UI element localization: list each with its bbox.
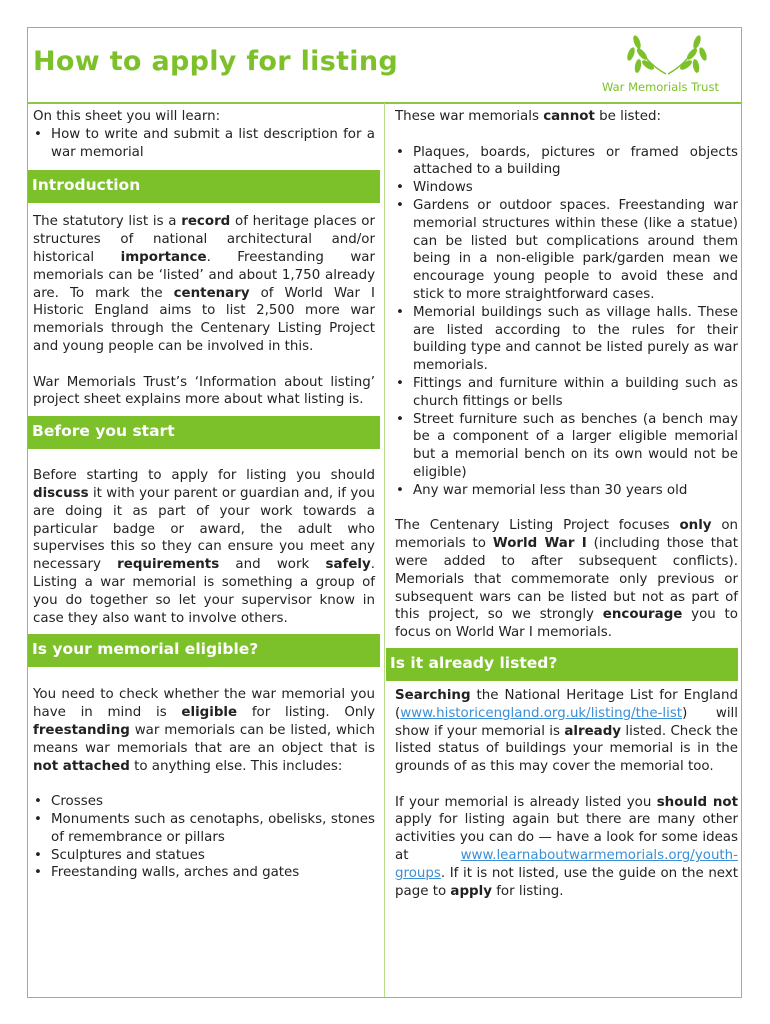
- list-item: • Memorial buildings such as village halls. These are listed according to the rules for their building type and cannot be listed purely as war memorials.: [395, 304, 738, 375]
- centenary-paragraph: The Centenary Listing Project focuses only on memorials to World War I (including those that were added to after subsequent conflicts). Memorials that commemorate only previous or subsequent wars can be listed but not as part of this project, so we strongly encourage you to focus on World War I memorials.: [395, 518, 739, 641]
- list-item: • How to write and submit a list description for a war memorial: [33, 126, 375, 162]
- right-column: [390, 108, 739, 900]
- intro-paragraph-1: The statutory list is a record of heritage places or structures of national architectural and/or historical importance. Freestanding war memorials can be ‘listed’ and about 1,750 already are. To mark the centenary of World War I Historic England aims to list 2,500 more war memorials through the Centenary Listing Project and young people can be involved in this.: [33, 214, 375, 354]
- search-paragraph: Searching the National Heritage List for England (www.historicengland.org.uk/listing/the-list) will show if your memorial is already listed. Check the listed status of buildings your memorial is in the grounds of as this may cover the memorial too.: [395, 687, 738, 775]
- list-item: • Windows: [395, 179, 738, 197]
- section-heading-already-listed: Is it already listed?: [386, 648, 738, 681]
- list-item: • Crosses: [33, 793, 375, 811]
- left-column: [33, 108, 375, 882]
- logo-text: War Memorials Trust: [602, 80, 719, 94]
- learn-intro: On this sheet you will learn:: [33, 109, 221, 124]
- learn-about-war-memorials-link[interactable]: www.learnaboutwarmemorials.org/youth-groups: [395, 848, 738, 881]
- cannot-intro: These war memorials cannot be listed:: [395, 109, 662, 124]
- list-item: • Any war memorial less than 30 years old: [395, 482, 738, 500]
- column-divider: [384, 103, 385, 997]
- section-heading-eligible: Is your memorial eligible?: [28, 634, 380, 667]
- learn-list: [33, 126, 375, 162]
- eligible-list: [33, 793, 375, 882]
- page-title: How to apply for listing: [33, 46, 398, 77]
- section-heading-before-you-start: Before you start: [28, 416, 380, 449]
- intro-paragraph-2: War Memorials Trust’s ‘Information about listing’ project sheet explains more about what listing is.: [33, 374, 375, 408]
- historic-england-link[interactable]: www.historicengland.org.uk/listing/the-list: [400, 705, 683, 721]
- list-item: • Gardens or outdoor spaces. Freestanding war memorial structures within these (like a statue) can be listed but complications around them being in a non-eligible park/garden mean we encourage young people to avoid these and stick to more straightforward cases.: [395, 197, 738, 304]
- list-item: • Street furniture such as benches (a bench may be a component of a larger eligible memorial but a memorial bench on its own would not be eligible): [395, 411, 738, 482]
- list-item: • Monuments such as cenotaphs, obelisks, stones of remembrance or pillars: [33, 811, 375, 847]
- cannot-list: [395, 144, 738, 500]
- already-listed-paragraph: If your memorial is already listed you should not apply for listing again but there are many other activities you can do — have a look for some ideas at www.learnaboutwarmemorials.org/youth-groups. If it is not listed, use the guide on the next page to apply for listing.: [395, 794, 738, 899]
- before-paragraph: Before starting to apply for listing you should discuss it with your parent or guardian and, if you are doing it as part of your work towards a particular badge or award, the adult who supervises this so they can ensure you meet any necessary requirements and work safely. Listing a war memorial is something a group of you do together so let your supervisor know in case they also want to involve others.: [33, 468, 375, 626]
- list-item: • Plaques, boards, pictures or framed objects attached to a building: [395, 144, 738, 180]
- list-item: • Freestanding walls, arches and gates: [33, 864, 375, 882]
- list-item: • Fittings and furniture within a building such as church fittings or bells: [395, 375, 738, 411]
- eligible-paragraph: You need to check whether the war memorial you have in mind is eligible for listing. Only freestanding war memorials can be listed, which means war memorials that are an object that is not attached to anything else. This includes:: [33, 687, 375, 774]
- section-heading-introduction: Introduction: [28, 170, 380, 203]
- list-item: • Sculptures and statues: [33, 847, 375, 865]
